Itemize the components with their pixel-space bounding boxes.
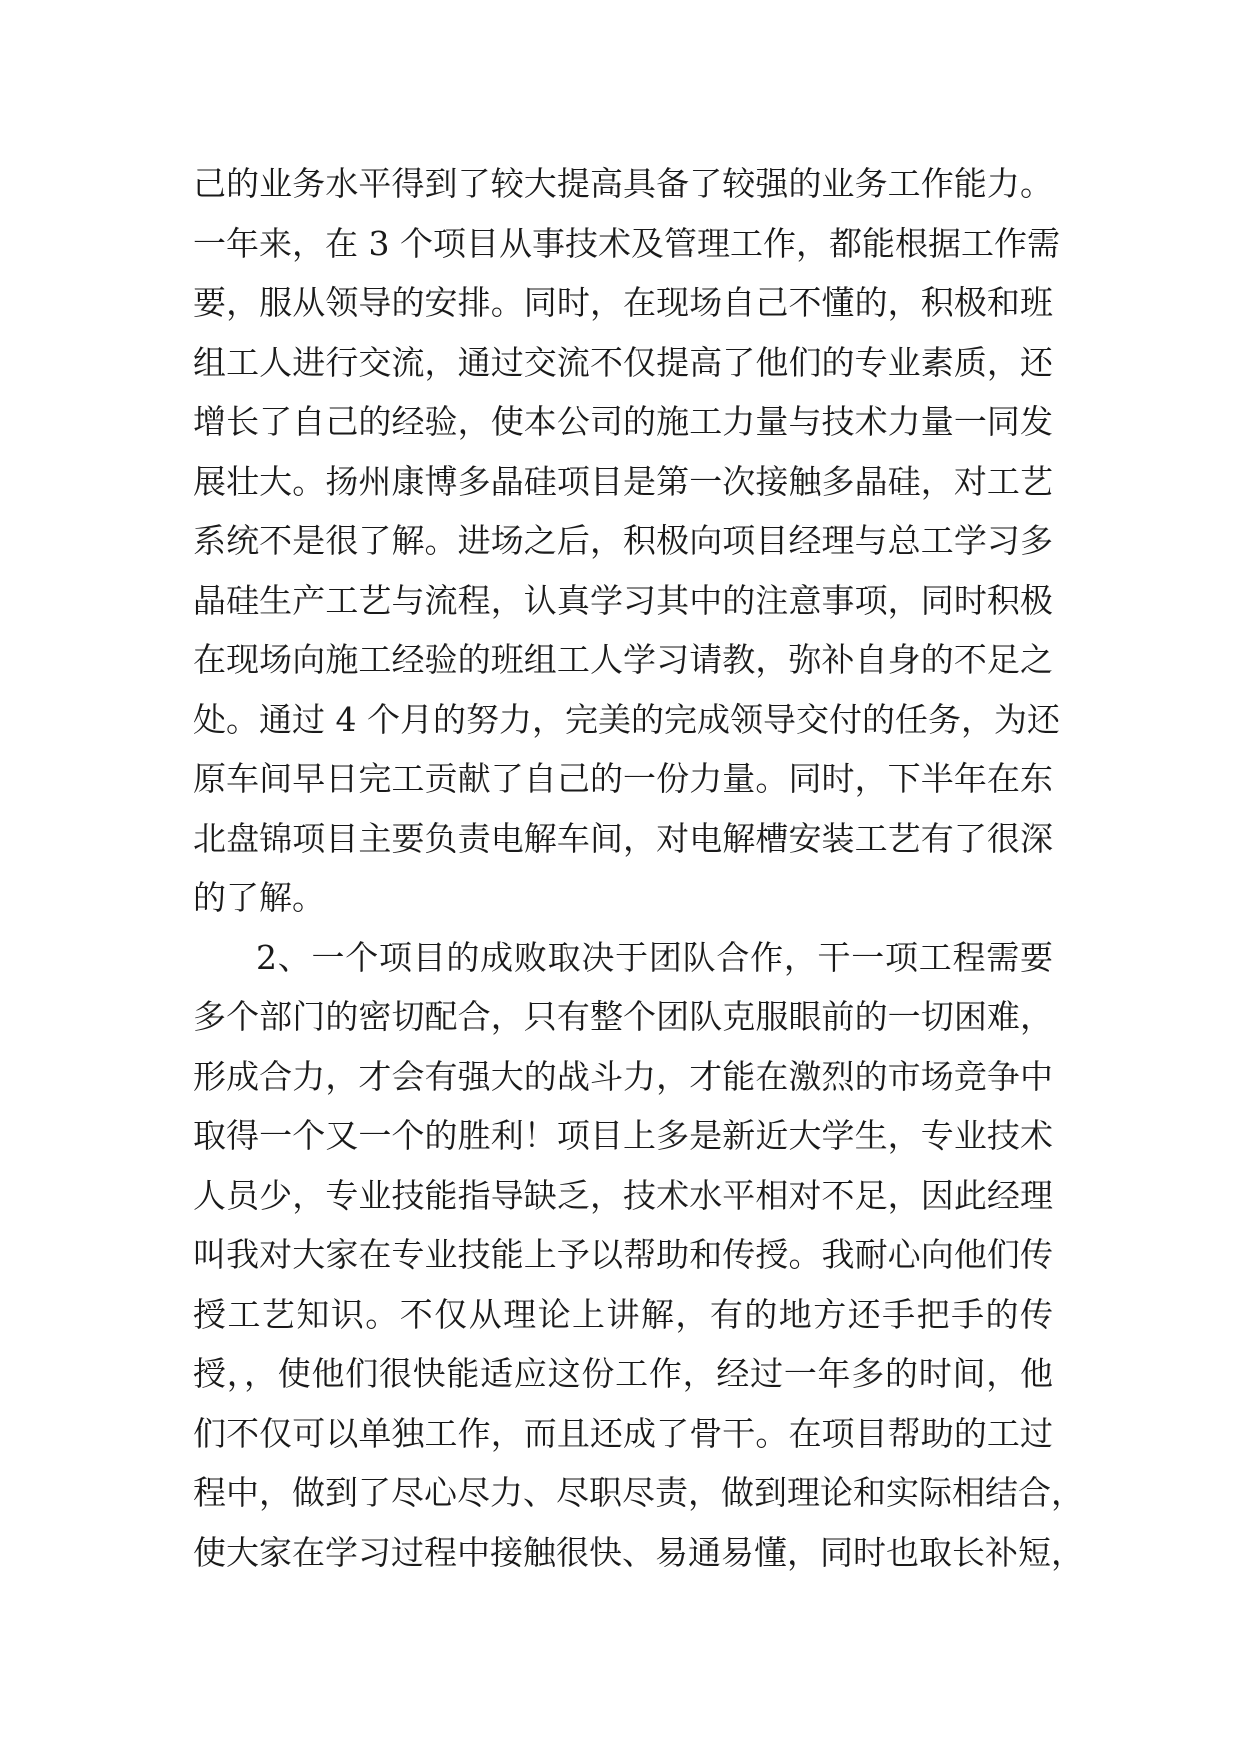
text-line: 己的业务水平得到了较大提高具备了较强的业务工作能力。 xyxy=(193,164,1053,203)
text-line: 组工人进行交流，通过交流不仅提高了他们的专业素质，还 xyxy=(193,343,1053,382)
paragraph-start-line: 2、一个项目的成败取决于团队合作，干一项工程需要 xyxy=(256,938,1053,977)
text-line: 在现场向施工经验的班组工人学习请教，弥补自身的不足之 xyxy=(193,640,1053,679)
text-line: 增长了自己的经验，使本公司的施工力量与技术力量一同发 xyxy=(193,402,1053,441)
text-line: 取得一个又一个的胜利！项目上多是新近大学生，专业技术 xyxy=(193,1116,1053,1155)
text-line: 们不仅可以单独工作，而且还成了骨干。在项目帮助的工过 xyxy=(193,1414,1053,1453)
text-line: 展壮大。扬州康博多晶硅项目是第一次接触多晶硅，对工艺 xyxy=(193,462,1053,501)
text-line: 人员少，专业技能指导缺乏，技术水平相对不足，因此经理 xyxy=(193,1176,1053,1215)
text-line: 叫我对大家在专业技能上予以帮助和传授。我耐心向他们传 xyxy=(193,1235,1053,1274)
text-line: 程中，做到了尽心尽力、尽职尽责，做到理论和实际相结合， xyxy=(193,1473,1084,1512)
text-line: 使大家在学习过程中接触很快、易通易懂，同时也取长补短， xyxy=(193,1533,1084,1572)
text-line: 授，，使他们很快能适应这份工作，经过一年多的时间，他 xyxy=(193,1354,1053,1393)
text-line: 授工艺知识。不仅从理论上讲解，有的地方还手把手的传 xyxy=(193,1295,1053,1334)
text-line: 原车间早日完工贡献了自己的一份力量。同时，下半年在东 xyxy=(193,759,1053,798)
text-line: 北盘锦项目主要负责电解车间，对电解槽安装工艺有了很深 xyxy=(193,819,1053,858)
text-line: 晶硅生产工艺与流程，认真学习其中的注意事项，同时积极 xyxy=(193,581,1053,620)
text-line: 形成合力，才会有强大的战斗力，才能在激烈的市场竞争中 xyxy=(193,1057,1053,1096)
text-line: 要，服从领导的安排。同时，在现场自己不懂的，积极和班 xyxy=(193,283,1053,322)
text-line: 的了解。 xyxy=(193,878,325,917)
text-line: 处。通过 4 个月的努力，完美的完成领导交付的任务，为还 xyxy=(193,700,1060,739)
text-line: 一年来，在 3 个项目从事技术及管理工作，都能根据工作需 xyxy=(193,224,1060,263)
text-line: 多个部门的密切配合，只有整个团队克服眼前的一切困难， xyxy=(193,997,1053,1036)
text-line: 系统不是很了解。进场之后，积极向项目经理与总工学习多 xyxy=(193,521,1053,560)
